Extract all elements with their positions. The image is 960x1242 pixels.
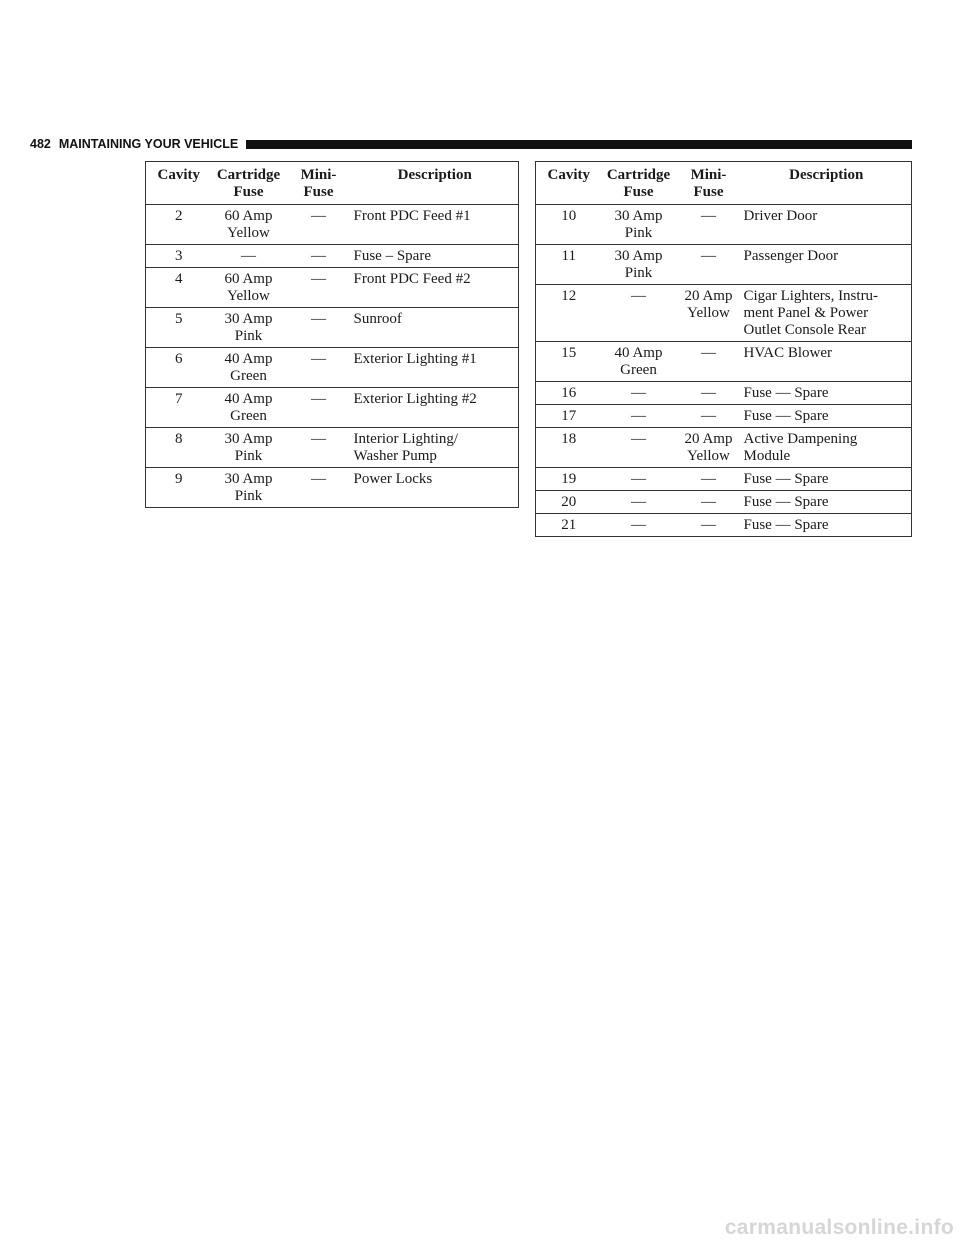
mini-fuse-cell-text: Yellow	[687, 305, 730, 321]
table-row	[536, 205, 912, 245]
description-cell-text: Fuse — Spare	[743, 471, 829, 487]
cavity-cell-text: 18	[561, 431, 577, 447]
cartridge-cell-text: Pink	[624, 265, 653, 281]
mini-fuse-cell-text: —	[701, 208, 716, 224]
description-cell-text: Front PDC Feed #2	[353, 271, 471, 287]
cartridge-cell-text: —	[631, 494, 646, 510]
cartridge-cell	[212, 268, 286, 308]
description-cell	[352, 268, 519, 308]
cartridge-cell-text: Pink	[234, 328, 263, 344]
mini-fuse-cell-text: —	[701, 494, 716, 510]
description-cell	[352, 388, 519, 428]
cavity-cell-text: 10	[561, 208, 577, 224]
cavity-cell	[146, 205, 212, 245]
cartridge-cell-text: —	[631, 471, 646, 487]
table-row	[536, 405, 912, 428]
description-cell-text: Power Locks	[353, 471, 433, 487]
cartridge-cell	[212, 245, 286, 268]
description-cell	[742, 468, 912, 491]
mini-fuse-cell	[286, 205, 352, 245]
description-cell	[742, 514, 912, 537]
mini-fuse-cell-text: —	[701, 517, 716, 533]
col-header-mini: Mini- Fuse	[286, 162, 352, 205]
description-cell-text: Passenger Door	[743, 248, 839, 264]
table-row	[146, 428, 519, 468]
cartridge-cell-text: —	[631, 431, 646, 447]
cartridge-cell	[212, 468, 286, 508]
cavity-cell-text: 2	[175, 208, 183, 224]
mini-fuse-cell	[286, 468, 352, 508]
col-header-cartridge: Cartridge Fuse	[602, 162, 676, 205]
cavity-cell	[536, 405, 602, 428]
description-cell	[352, 428, 519, 468]
cavity-cell	[146, 245, 212, 268]
table-row	[536, 428, 912, 468]
mini-fuse-cell	[676, 342, 742, 382]
cartridge-cell-text: 40 Amp	[614, 345, 663, 361]
cavity-cell	[146, 348, 212, 388]
mini-fuse-cell-text: —	[311, 351, 326, 367]
cavity-cell-text: 8	[175, 431, 183, 447]
mini-fuse-cell-text: —	[311, 208, 326, 224]
mini-fuse-cell-text: 20 Amp	[684, 288, 733, 304]
table-row	[146, 245, 519, 268]
description-cell	[352, 348, 519, 388]
cavity-cell-text: 5	[175, 311, 183, 327]
cavity-cell	[146, 388, 212, 428]
mini-fuse-cell-text: —	[701, 408, 716, 424]
description-cell-text: Exterior Lighting #2	[353, 391, 477, 407]
mini-fuse-cell-text: —	[311, 311, 326, 327]
watermark: carmanualsonline.info	[724, 1216, 954, 1239]
table-row	[146, 268, 519, 308]
cavity-cell-text: 17	[561, 408, 577, 424]
table-row	[536, 342, 912, 382]
mini-fuse-cell-text: —	[701, 248, 716, 264]
description-cell	[742, 342, 912, 382]
cavity-cell	[536, 342, 602, 382]
cartridge-cell-text: 30 Amp	[224, 431, 273, 447]
description-cell-text: Fuse — Spare	[743, 517, 829, 533]
mini-fuse-cell	[676, 285, 742, 342]
description-cell-text: Driver Door	[743, 208, 818, 224]
mini-fuse-cell	[676, 468, 742, 491]
mini-fuse-cell-text: —	[311, 431, 326, 447]
cavity-cell-text: 12	[561, 288, 577, 304]
cavity-cell-text: 15	[561, 345, 577, 361]
description-cell	[742, 205, 912, 245]
cavity-cell-text: 4	[175, 271, 183, 287]
description-cell	[352, 308, 519, 348]
cavity-cell-text: 6	[175, 351, 183, 367]
mini-fuse-cell	[286, 348, 352, 388]
mini-fuse-cell-text: —	[311, 248, 326, 264]
table-row	[146, 468, 519, 508]
cartridge-cell	[212, 348, 286, 388]
page-number: 482	[30, 137, 51, 151]
description-cell	[742, 285, 912, 342]
col-header-cavity: Cavity	[536, 162, 602, 205]
cartridge-cell	[602, 491, 676, 514]
cartridge-cell-text: Pink	[624, 225, 653, 241]
description-cell-text: Interior Lighting/	[353, 431, 459, 447]
table-header-row	[536, 162, 912, 205]
mini-fuse-cell	[286, 388, 352, 428]
mini-fuse-cell-text: —	[311, 271, 326, 287]
cartridge-cell	[602, 428, 676, 468]
cartridge-cell-text: 60 Amp	[224, 208, 273, 224]
cartridge-cell-text: 60 Amp	[224, 271, 273, 287]
mini-fuse-cell	[676, 491, 742, 514]
mini-fuse-cell-text: —	[701, 471, 716, 487]
table-row	[146, 348, 519, 388]
col-header-cartridge: Cartridge Fuse	[212, 162, 286, 205]
cavity-cell-text: 9	[175, 471, 183, 487]
mini-fuse-cell-text: 20 Amp	[684, 431, 733, 447]
cartridge-cell	[602, 468, 676, 491]
mini-fuse-cell-text: —	[311, 391, 326, 407]
cavity-cell	[146, 268, 212, 308]
description-cell	[742, 428, 912, 468]
cartridge-cell	[602, 405, 676, 428]
description-cell-text: ment Panel & Power	[743, 305, 869, 321]
mini-fuse-cell	[676, 514, 742, 537]
header-rule	[246, 140, 912, 149]
section-title: MAINTAINING YOUR VEHICLE	[58, 137, 239, 151]
mini-fuse-cell	[286, 268, 352, 308]
cavity-cell-text: 16	[561, 385, 577, 401]
cavity-cell-text: 7	[175, 391, 183, 407]
description-cell-text: Fuse — Spare	[743, 408, 829, 424]
cartridge-cell-text: —	[631, 288, 646, 304]
cartridge-cell	[602, 382, 676, 405]
cavity-cell	[536, 285, 602, 342]
cartridge-cell-text: 30 Amp	[224, 311, 273, 327]
cartridge-cell	[602, 205, 676, 245]
description-cell	[352, 245, 519, 268]
cartridge-cell	[212, 308, 286, 348]
mini-fuse-cell	[676, 405, 742, 428]
table-row	[146, 308, 519, 348]
cavity-cell-text: 19	[561, 471, 577, 487]
cavity-cell	[536, 468, 602, 491]
cartridge-cell-text: 30 Amp	[614, 248, 663, 264]
description-cell-text: Fuse – Spare	[353, 248, 431, 264]
col-header-cavity: Cavity	[146, 162, 212, 205]
table-row	[536, 245, 912, 285]
table-row	[146, 388, 519, 428]
cartridge-cell-text: Green	[620, 362, 657, 378]
mini-fuse-cell-text: —	[311, 471, 326, 487]
col-header-description: Description	[352, 162, 519, 205]
description-cell-text: Washer Pump	[353, 448, 437, 464]
description-cell-text: Fuse — Spare	[743, 385, 829, 401]
cartridge-cell-text: 40 Amp	[224, 391, 273, 407]
description-cell-text: Front PDC Feed #1	[353, 208, 471, 224]
cartridge-cell-text: 40 Amp	[224, 351, 273, 367]
description-cell	[352, 205, 519, 245]
table-row	[536, 285, 912, 342]
cavity-cell-text: 3	[175, 248, 183, 264]
cartridge-cell-text: 30 Amp	[614, 208, 663, 224]
cavity-cell	[536, 245, 602, 285]
cavity-cell	[146, 428, 212, 468]
table-row	[536, 382, 912, 405]
cavity-cell	[536, 382, 602, 405]
mini-fuse-cell	[286, 428, 352, 468]
cartridge-cell	[602, 342, 676, 382]
cartridge-cell	[602, 285, 676, 342]
cavity-cell	[146, 308, 212, 348]
mini-fuse-cell	[676, 382, 742, 405]
table-row	[536, 514, 912, 537]
mini-fuse-cell	[676, 245, 742, 285]
description-cell	[352, 468, 519, 508]
description-cell	[742, 491, 912, 514]
mini-fuse-cell	[676, 205, 742, 245]
cartridge-cell-text: Green	[230, 408, 267, 424]
cavity-cell	[146, 468, 212, 508]
cavity-cell	[536, 514, 602, 537]
cartridge-cell-text: Yellow	[227, 225, 270, 241]
cavity-cell	[536, 491, 602, 514]
description-cell	[742, 405, 912, 428]
description-cell-text: Exterior Lighting #1	[353, 351, 477, 367]
cartridge-cell-text: Pink	[234, 448, 263, 464]
cartridge-cell-text: —	[241, 248, 256, 264]
cartridge-cell-text: Yellow	[227, 288, 270, 304]
table-header-row	[146, 162, 519, 205]
description-cell	[742, 245, 912, 285]
description-cell-text: Sunroof	[353, 311, 402, 327]
cartridge-cell-text: 30 Amp	[224, 471, 273, 487]
mini-fuse-cell	[676, 428, 742, 468]
table-row	[536, 491, 912, 514]
mini-fuse-cell	[286, 308, 352, 348]
description-cell-text: HVAC Blower	[743, 345, 832, 361]
table-row	[146, 205, 519, 245]
table-row	[536, 468, 912, 491]
cartridge-cell-text: Pink	[234, 488, 263, 504]
cartridge-cell	[212, 428, 286, 468]
fuse-table-right	[535, 161, 912, 537]
cavity-cell-text: 20	[561, 494, 577, 510]
mini-fuse-cell-text: Yellow	[687, 448, 730, 464]
cartridge-cell	[212, 388, 286, 428]
cartridge-cell-text: —	[631, 517, 646, 533]
description-cell-text: Fuse — Spare	[743, 494, 829, 510]
mini-fuse-cell-text: —	[701, 345, 716, 361]
cartridge-cell	[602, 514, 676, 537]
description-cell-text: Cigar Lighters, Instru-	[743, 288, 879, 304]
cartridge-cell	[212, 205, 286, 245]
description-cell-text: Active Dampening	[743, 431, 858, 447]
fuse-table-right-body	[536, 205, 912, 537]
description-cell-text: Outlet Console Rear	[743, 322, 866, 338]
description-cell-text: Module	[743, 448, 791, 464]
col-header-description: Description	[742, 162, 912, 205]
cartridge-cell-text: —	[631, 408, 646, 424]
fuse-table-left	[145, 161, 519, 508]
cavity-cell-text: 11	[561, 248, 576, 264]
cartridge-cell-text: Green	[230, 368, 267, 384]
description-cell	[742, 382, 912, 405]
col-header-mini: Mini- Fuse	[676, 162, 742, 205]
cartridge-cell-text: —	[631, 385, 646, 401]
cavity-cell	[536, 205, 602, 245]
mini-fuse-cell-text: —	[701, 385, 716, 401]
cartridge-cell	[602, 245, 676, 285]
cavity-cell	[536, 428, 602, 468]
page-header	[30, 135, 912, 153]
fuse-table-left-body	[146, 205, 519, 508]
mini-fuse-cell	[286, 245, 352, 268]
cavity-cell-text: 21	[561, 517, 577, 533]
